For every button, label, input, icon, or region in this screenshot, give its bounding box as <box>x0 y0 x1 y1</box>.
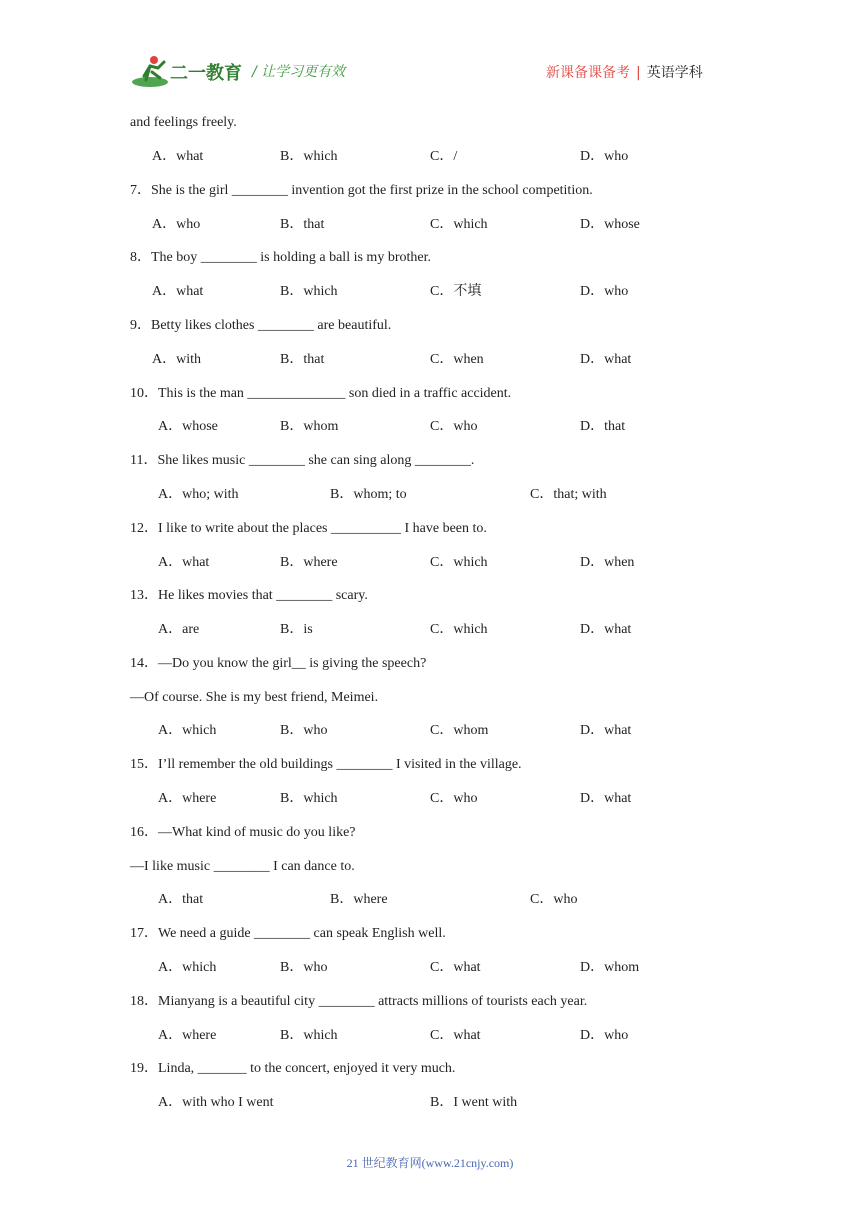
option-b: B．where <box>330 892 388 907</box>
option-c: C．who <box>430 419 478 434</box>
header-tag-subject: 英语学科 <box>646 65 703 81</box>
option-a: A．are <box>158 622 200 637</box>
option-c: C．what <box>430 1028 481 1043</box>
question-8-text: 8．The boy ________ is holding a ball is my brother. <box>130 250 431 265</box>
page-header <box>0 0 860 100</box>
option-d: D．who <box>580 149 629 164</box>
option-a: A．whose <box>158 419 218 434</box>
option-c: C．which <box>430 217 488 232</box>
option-b: B．who <box>280 723 328 738</box>
option-a: A．where <box>158 791 217 806</box>
option-d: D．what <box>580 622 632 637</box>
option-d: D．who <box>580 1028 629 1043</box>
option-b: B．whom <box>280 419 339 434</box>
question-14-reply: —Of course. She is my best friend, Meimei. <box>130 690 379 705</box>
option-a: A．that <box>158 892 204 907</box>
option-c: C．which <box>430 622 488 637</box>
header-separator: | <box>636 65 641 81</box>
option-a: A．who <box>152 217 201 232</box>
question-7-text: 7．She is the girl ________ invention got the first prize in the school competition. <box>130 183 593 198</box>
option-a: A．what <box>158 555 210 570</box>
question-14-text: 14．—Do you know the girl__ is giving the speech? <box>130 656 427 671</box>
option-b: B．which <box>280 791 338 806</box>
question-10-text: 10．This is the man ______________ son died in a traffic accident. <box>130 386 512 401</box>
option-a: A．with who I went <box>158 1095 274 1110</box>
header-slogan: / 让学习更有效 <box>252 64 346 80</box>
option-b: B．which <box>280 1028 338 1043</box>
option-a: A．what <box>152 149 204 164</box>
option-c: C．what <box>430 960 481 975</box>
option-b: B．where <box>280 555 338 570</box>
option-c: C．不填 <box>430 284 482 299</box>
option-b: B．which <box>280 149 338 164</box>
question-16-text: 16．—What kind of music do you like? <box>130 825 356 840</box>
option-a: A．where <box>158 1028 217 1043</box>
header-tag-course: 新课备课备考 <box>546 65 630 81</box>
option-d: D．what <box>580 723 632 738</box>
question-15-text: 15．I’ll remember the old buildings ________ I visited in the village. <box>130 757 522 772</box>
question-11-text: 11．She likes music ________ she can sing along ________. <box>130 453 475 468</box>
option-d: D．that <box>580 419 626 434</box>
option-c: C．who <box>530 892 578 907</box>
header-tags <box>546 62 703 82</box>
option-a: A．who; with <box>158 487 239 502</box>
option-b: B．who <box>280 960 328 975</box>
option-a: A．which <box>158 960 217 975</box>
option-b: B．that <box>280 352 325 367</box>
option-b: B．I went with <box>430 1095 518 1110</box>
option-d: D．what <box>580 352 632 367</box>
option-b: B．that <box>280 217 325 232</box>
runner-logo-icon <box>130 54 245 90</box>
page-footer[interactable]: 21 世纪教育网(www.21cnjy.com) <box>346 1156 514 1170</box>
question-17-text: 17．We need a guide ________ can speak English well. <box>130 926 446 941</box>
option-a: A．what <box>152 284 204 299</box>
option-d: D．when <box>580 555 635 570</box>
option-c: C．whom <box>430 723 489 738</box>
option-a: A．with <box>152 352 201 367</box>
question-12-text: 12．I like to write about the places __________ I have been to. <box>130 521 487 536</box>
question-9-text: 9．Betty likes clothes ________ are beautiful. <box>130 318 392 333</box>
option-c: C．which <box>430 555 488 570</box>
option-c: C．when <box>430 352 484 367</box>
option-d: D．what <box>580 791 632 806</box>
svg-text:二一教育: 二一教育 <box>170 63 242 84</box>
option-c: C．/ <box>430 149 458 164</box>
question-13-text: 13．He likes movies that ________ scary. <box>130 588 368 603</box>
option-d: D．whom <box>580 960 640 975</box>
option-b: B．whom; to <box>330 487 407 502</box>
option-d: D．whose <box>580 217 640 232</box>
option-b: B．is <box>280 622 313 637</box>
option-a: A．which <box>158 723 217 738</box>
question-text: and feelings freely. <box>130 115 237 130</box>
option-c: C．that; with <box>530 487 607 502</box>
question-18-text: 18．Mianyang is a beautiful city ________ attracts millions of tourists each year. <box>130 994 588 1009</box>
option-d: D．who <box>580 284 629 299</box>
question-16-reply: —I like music ________ I can dance to. <box>130 859 355 874</box>
question-19-text: 19．Linda, _______ to the concert, enjoyed it very much. <box>130 1061 456 1076</box>
option-c: C．who <box>430 791 478 806</box>
option-b: B．which <box>280 284 338 299</box>
